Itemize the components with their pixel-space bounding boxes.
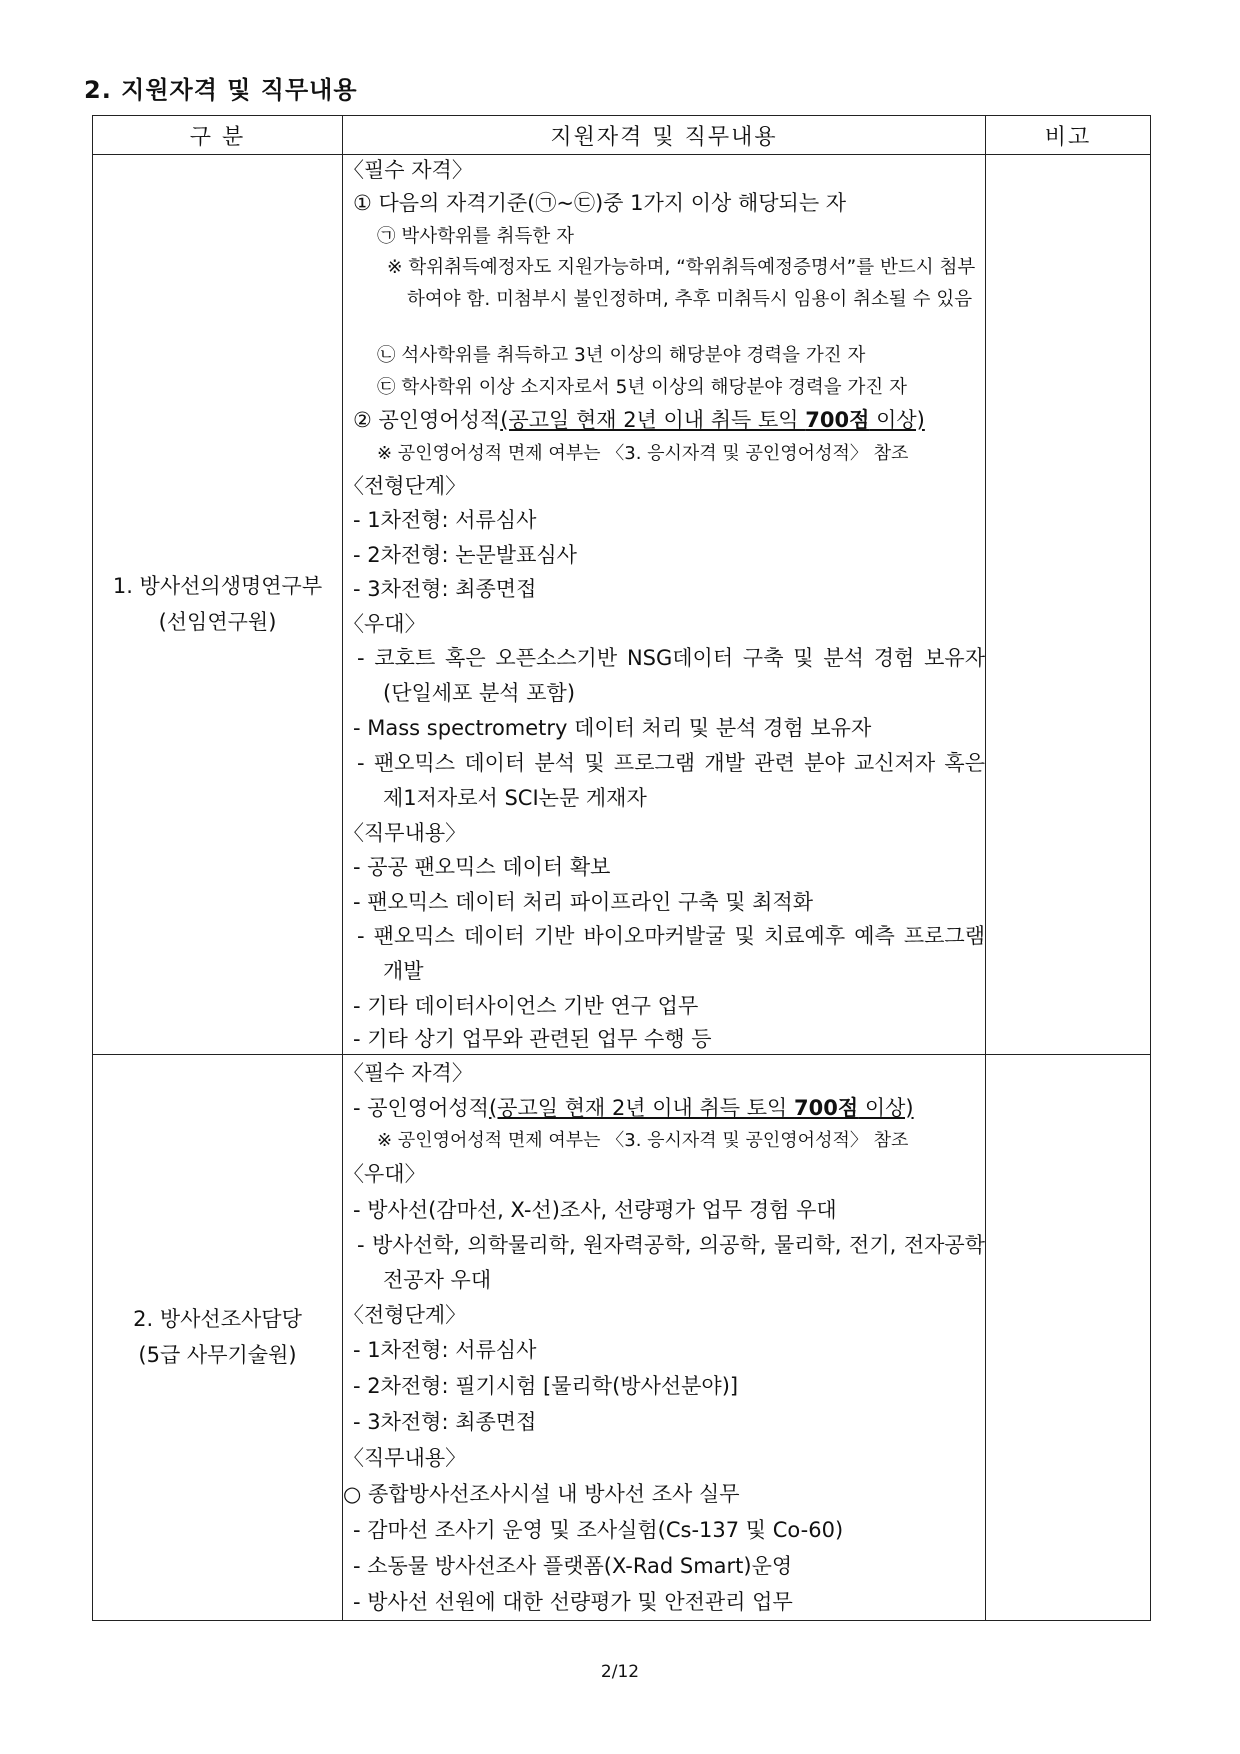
stage-item: - 2차전형: 필기시험 [물리학(방사선분야)]	[353, 1374, 739, 1398]
page-number: 2/12	[600, 1662, 640, 1682]
note-cell	[986, 155, 1151, 1055]
duty-item: - 감마선 조사기 운영 및 조사실험(Cs-137 및 Co-60)	[353, 1518, 844, 1542]
stage-item: - 2차전형: 논문발표심사	[353, 542, 577, 567]
category-name: 2. 방사선조사담당	[133, 1307, 302, 1332]
duty-item: - 공공 팬오믹스 데이터 확보	[353, 855, 611, 879]
preference-item: - 팬오믹스 데이터 분석 및 프로그램 개발 관련 분야 교신저자 혹은 제1저자로서 SCI논문 게재자	[357, 750, 985, 810]
req-english-cond	[500, 408, 925, 432]
duty-item: - 기타 상기 업무와 관련된 업무 수행 등	[353, 1026, 712, 1051]
duty-item: - 기타 데이터사이언스 기반 연구 업무	[353, 994, 699, 1018]
table-row	[93, 1054, 1151, 1621]
section-heading: 2. 지원자격 및 직무내용	[84, 76, 358, 104]
req-english-cond-b: 이상)	[869, 408, 925, 432]
stage-heading: 〈전형단계〉	[343, 1302, 467, 1327]
req-english-score: 700점	[794, 1095, 859, 1120]
req-english	[343, 1091, 985, 1126]
content-cell	[343, 1054, 986, 1621]
duty-heading: 〈직무내용〉	[343, 1446, 467, 1470]
req-criteria: ① 다음의 자격기준(㉠~㉢)중 1가지 이상 해당되는 자	[353, 191, 847, 215]
req-english-cond-a: (공고일 현재 2년 이내 취득 토익	[500, 408, 806, 432]
preference-item: - Mass spectrometry 데이터 처리 및 분석 경험 보유자	[353, 716, 872, 740]
req-english-cond	[489, 1096, 914, 1120]
category-cell	[93, 1054, 343, 1621]
header-content: 지원자격 및 직무내용	[343, 116, 986, 155]
req-english-prefix: ② 공인영어성적	[353, 408, 501, 432]
stage-item: - 1차전형: 서류심사	[353, 508, 537, 532]
required-qual-heading: 〈필수 자격〉	[343, 158, 473, 182]
stage-item: - 3차전형: 최종면접	[353, 577, 537, 601]
header-note: 비고	[986, 116, 1151, 155]
stage-item: - 3차전형: 최종면접	[353, 1410, 537, 1434]
category-position: (5급 사무기술원)	[138, 1343, 297, 1368]
stage-item: - 1차전형: 서류심사	[353, 1338, 537, 1362]
table-row	[93, 155, 1151, 1055]
table-header-row	[93, 116, 1151, 155]
header-category: 구 분	[93, 116, 343, 155]
duty-item: - 방사선 선원에 대한 선량평가 및 안전관리 업무	[353, 1590, 793, 1614]
qualification-table	[92, 115, 1151, 1621]
duty-main-item: ○ 종합방사선조사시설 내 방사선 조사 실무	[343, 1482, 740, 1506]
preference-item: - 방사선(감마선, X-선)조사, 선량평가 업무 경험 우대	[353, 1197, 837, 1222]
req-english-note: ※ 공인영어성적 면제 여부는 〈3. 응시자격 및 공인영어성적〉 참조	[377, 1130, 909, 1151]
req-criteria-b: ㉡ 석사학위를 취득하고 3년 이상의 해당분야 경력을 가진 자	[377, 345, 866, 366]
content-cell	[343, 155, 986, 1055]
preference-item: - 코호트 혹은 오픈소스기반 NSG데이터 구축 및 분석 경험 보유자 (단일세포 분석 포함)	[357, 646, 985, 705]
stage-heading: 〈전형단계〉	[343, 473, 467, 498]
category-name: 1. 방사선의생명연구부	[112, 574, 323, 599]
category-cell	[93, 155, 343, 1055]
req-english-cond-b: 이상)	[858, 1095, 914, 1120]
preference-heading: 〈우대〉	[343, 1162, 426, 1186]
preference-heading: 〈우대〉	[343, 611, 426, 636]
req-english-cond-a: (공고일 현재 2년 이내 취득 토익	[488, 1095, 795, 1120]
req-english-score: 700점	[805, 408, 870, 432]
duty-item: - 소동물 방사선조사 플랫폼(X-Rad Smart)운영	[353, 1554, 793, 1578]
req-english-note: ※ 공인영어성적 면제 여부는 〈3. 응시자격 및 공인영어성적〉 참조	[377, 442, 909, 464]
req-english-prefix: - 공인영어성적	[353, 1095, 489, 1120]
req-criteria-a: ㉠ 박사학위를 취득한 자	[377, 225, 574, 247]
duty-item: - 팬오믹스 데이터 처리 파이프라인 구축 및 최적화	[353, 889, 814, 914]
preference-item: - 방사선학, 의학물리학, 원자력공학, 의공학, 물리학, 전기, 전자공학 전공자 우대	[357, 1232, 985, 1292]
category-position: (선임연구원)	[158, 610, 277, 635]
req-criteria-a-note: ※ 학위취득예정자도 지원가능하며, “학위취득예정증명서”를 반드시 첨부하여야 함. 미첨부시 불인정하며, 추후 미취득시 임용이 취소될 수 있음	[387, 257, 976, 310]
duty-heading: 〈직무내용〉	[343, 820, 467, 845]
note-cell	[986, 1054, 1151, 1621]
req-criteria-c: ㉢ 학사학위 이상 소지자로서 5년 이상의 해당분야 경력을 가진 자	[377, 376, 907, 398]
required-qual-heading: 〈필수 자격〉	[343, 1060, 473, 1085]
duty-item: - 팬오믹스 데이터 기반 바이오마커발굴 및 치료예후 예측 프로그램 개발	[357, 924, 985, 983]
req-english	[343, 403, 985, 438]
